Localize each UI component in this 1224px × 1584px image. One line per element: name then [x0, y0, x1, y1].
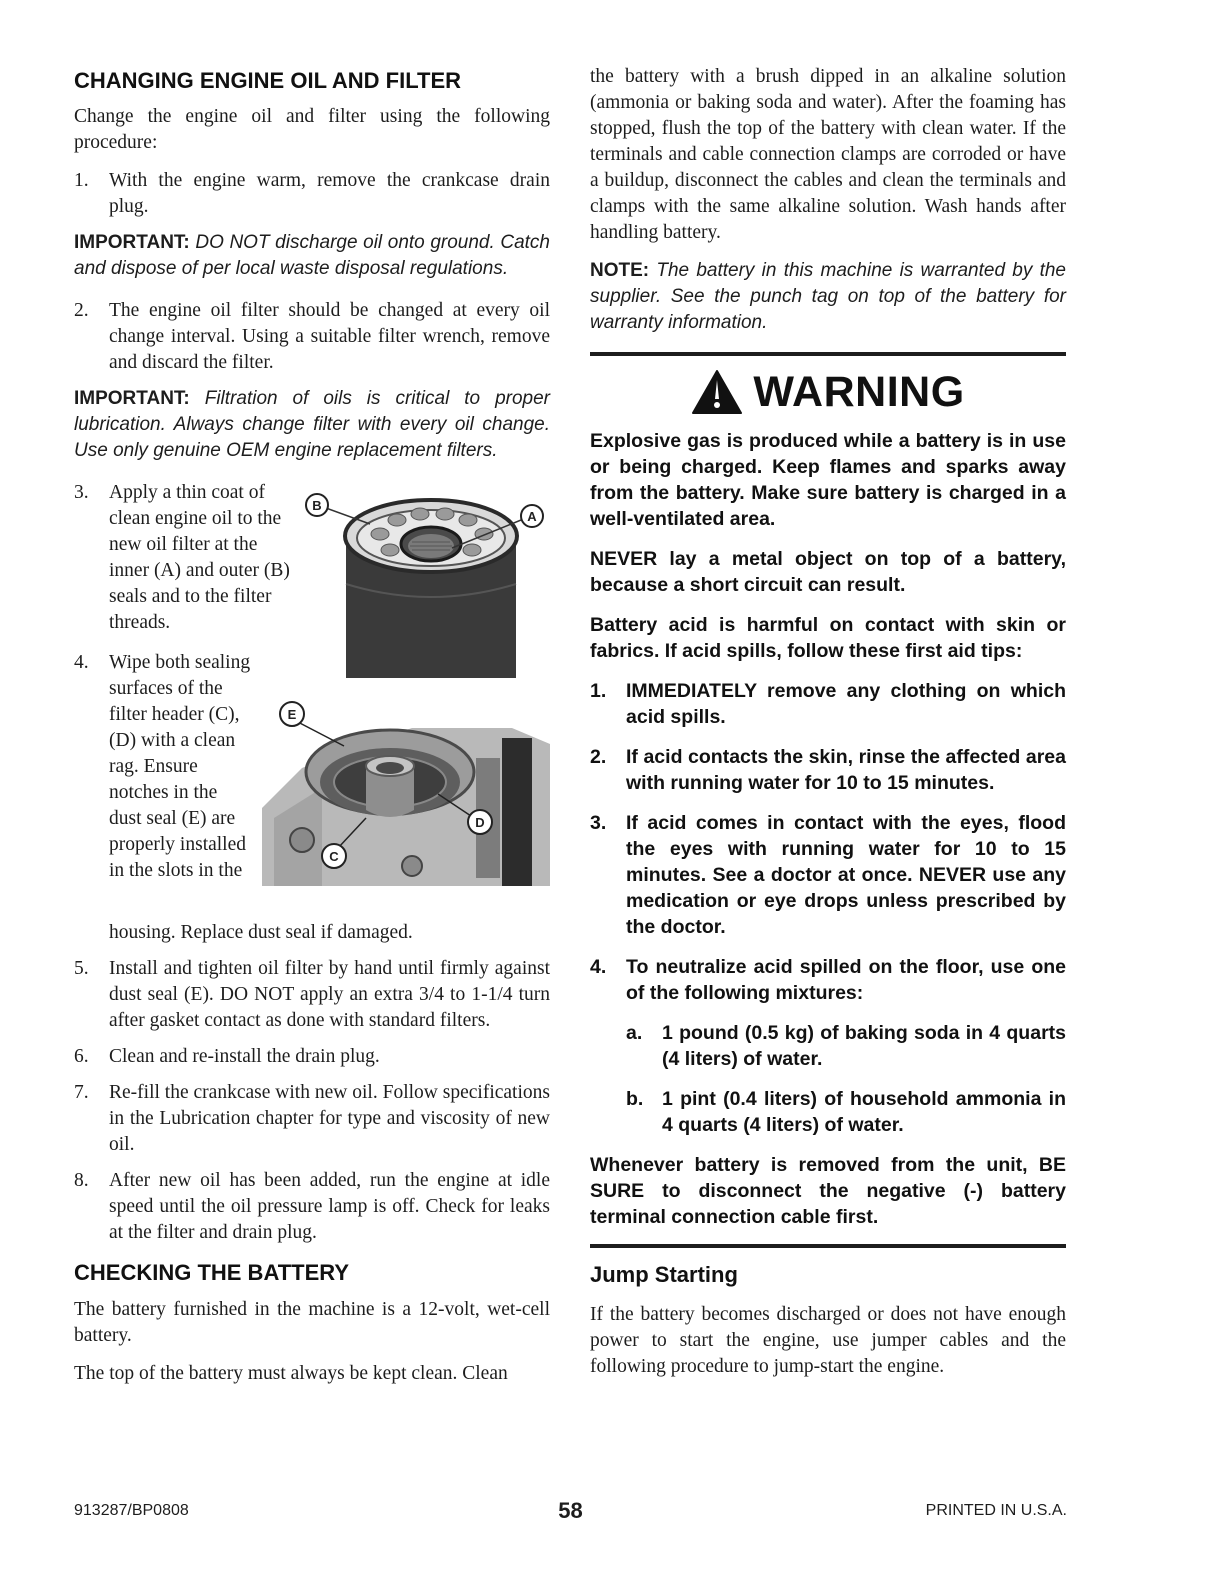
callout-b: B: [312, 498, 322, 514]
item-text: IMMEDIATELY remove any clothing on which acid spills.: [626, 680, 1066, 728]
important-text: DO NOT discharge oil onto ground. Catch and dispose of per local waste disposal regulations.: [74, 232, 550, 280]
step-text: Clean and re-install the drain plug.: [109, 1046, 380, 1068]
warning-paragraph-2: NEVER lay a metal object on top of a battery, because a short circuit can result.: [590, 548, 1066, 596]
item-text: 1 pint (0.4 liters) of household ammonia in 4 quarts (4 liters) of water.: [662, 1088, 1066, 1136]
list-item-step-2: [74, 298, 550, 376]
step-text: Wipe both sealing surfaces of the filter header (C), (D) with a clean rag. Ensure notches in the dust seal (E) are properly installed in the slots in the: [109, 652, 251, 882]
step-number: 5.: [74, 958, 89, 980]
note-paragraph: [590, 258, 1066, 336]
step-number: 6.: [74, 1046, 89, 1068]
first-aid-subitem-b: [626, 1086, 1066, 1138]
section-heading-oil-filter: CHANGING ENGINE OIL AND FILTER: [74, 68, 462, 93]
warning-title: WARNING: [753, 367, 965, 416]
important-label: IMPORTANT:: [74, 388, 190, 410]
filter-header-photo: [262, 698, 550, 886]
step-4-wrap-line: housing. Replace dust seal if damaged.: [109, 922, 413, 944]
battery-paragraph-2-continued: the battery with a brush dipped in an alkaline solution (ammonia or baking soda and water). After the foaming has stopped, flush the top of the battery with clean water. If the terminals and cable connection clamps are corroded or have a buildup, disconnect the cables and clean the terminals and clamps with the same alkaline solution. Wash hands after handling battery.: [590, 66, 1066, 243]
list-item-step-6: [74, 1044, 550, 1070]
first-aid-item-4: [590, 954, 1066, 1006]
important-text: Filtration of oils is critical to proper lubrication. Always change filter with every oil change. Use only genuine OEM engine replacement filters.: [74, 388, 550, 462]
item-number: 4.: [590, 956, 607, 978]
battery-paragraph-2: The top of the battery must always be kept clean. Clean: [74, 1362, 508, 1384]
warning-bottom-rule: [590, 1244, 1066, 1248]
section-heading-battery: CHECKING THE BATTERY: [74, 1260, 349, 1286]
step-text: With the engine warm, remove the crankcase drain plug.: [109, 170, 550, 218]
first-aid-subitem-a: [626, 1020, 1066, 1072]
step-text: The engine oil filter should be changed at every oil change interval. Using a suitable filter wrench, remove and discard the filter.: [109, 300, 550, 374]
right-column: [590, 64, 1066, 1392]
step-text: Install and tighten oil filter by hand until firmly against dust seal (E). DO NOT apply an extra 3/4 to 1-1/4 turn after gasket contact as done with standard filters.: [109, 958, 550, 1032]
list-item-step-7: [74, 1080, 550, 1158]
list-item-step-4: [74, 650, 252, 884]
list-item-step-1: [74, 168, 550, 220]
warning-top-rule: [590, 352, 1066, 356]
step-text: After new oil has been added, run the engine at idle speed until the oil pressure lamp is off. Check for leaks at the filter and drain plug.: [109, 1170, 550, 1244]
item-text: If acid comes in contact with the eyes, flood the eyes with running water for 10 to 15 minutes. See a doctor at once. NEVER use any medication or eye drops unless prescribed by the doctor.: [626, 812, 1066, 938]
important-note-2: [74, 386, 550, 464]
warning-paragraph-3: Battery acid is harmful on contact with skin or fabrics. If acid spills, follow these first aid tips:: [590, 614, 1066, 662]
printed-in-label: PRINTED IN U.S.A.: [925, 1502, 1067, 1519]
important-note-1: [74, 230, 550, 282]
step-number: 2.: [74, 300, 89, 322]
note-label: NOTE:: [590, 260, 650, 281]
step-3-with-figure: [74, 480, 550, 650]
intro-paragraph: Change the engine oil and filter using the following procedure:: [74, 106, 550, 154]
callout-c: C: [329, 849, 339, 865]
part-number: 913287/BP0808: [74, 1502, 189, 1519]
step-number: 3.: [74, 482, 89, 504]
list-item-step-3: [74, 480, 296, 636]
step-number: 7.: [74, 1082, 89, 1104]
warning-box: [590, 352, 1066, 1248]
callout-a: A: [527, 509, 537, 525]
first-aid-item-1: [590, 678, 1066, 730]
first-aid-item-3: [590, 810, 1066, 940]
item-number: a.: [626, 1022, 643, 1044]
item-number: b.: [626, 1088, 644, 1110]
step-number: 1.: [74, 170, 89, 192]
subsection-heading-jump-starting: Jump Starting: [590, 1262, 738, 1287]
list-item-step-5: [74, 956, 550, 1034]
step-text: Re-fill the crankcase with new oil. Follow specifications in the Lubrication chapter for type and viscosity of new oil.: [109, 1082, 550, 1156]
step-4-with-figure: [74, 650, 550, 920]
warning-triangle-icon: [691, 368, 743, 416]
battery-paragraph-1: The battery furnished in the machine is a 12-volt, wet-cell battery.: [74, 1298, 550, 1346]
page-number: 58: [558, 1498, 583, 1523]
item-text: 1 pound (0.5 kg) of baking soda in 4 quarts (4 liters) of water.: [662, 1022, 1066, 1070]
warning-header: [590, 362, 1066, 422]
first-aid-item-2: [590, 744, 1066, 796]
jump-starting-paragraph: If the battery becomes discharged or does not have enough power to start the engine, use jumper cables and the following procedure to jump-start the engine.: [590, 1304, 1066, 1378]
note-text: The battery in this machine is warranted by the supplier. See the punch tag on top of the battery for warranty information.: [590, 260, 1066, 333]
warning-paragraph-4: Whenever battery is removed from the unit, BE SURE to disconnect the negative (-) battery terminal connection cable first.: [590, 1154, 1066, 1228]
item-number: 3.: [590, 812, 607, 834]
step-number: 8.: [74, 1170, 89, 1192]
step-number: 4.: [74, 652, 89, 674]
step-text: Apply a thin coat of clean engine oil to the new oil filter at the inner (A) and outer (B) seals and to the filter threads.: [109, 482, 290, 634]
item-text: If acid contacts the skin, rinse the affected area with running water for 10 to 15 minutes.: [626, 746, 1066, 794]
left-column: [74, 64, 550, 1399]
list-item-step-8: [74, 1168, 550, 1246]
item-text: To neutralize acid spilled on the floor, use one of the following mixtures:: [626, 956, 1066, 1004]
warning-paragraph-1: Explosive gas is produced while a battery is in use or being charged. Keep flames and sparks away from the battery. Make sure battery is charged in a well-ventilated area.: [590, 430, 1066, 530]
item-number: 1.: [590, 680, 607, 702]
callout-e: E: [287, 707, 297, 723]
item-number: 2.: [590, 746, 607, 768]
callout-d: D: [475, 815, 485, 831]
page-footer: [74, 1500, 1067, 1524]
important-label: IMPORTANT:: [74, 232, 190, 254]
